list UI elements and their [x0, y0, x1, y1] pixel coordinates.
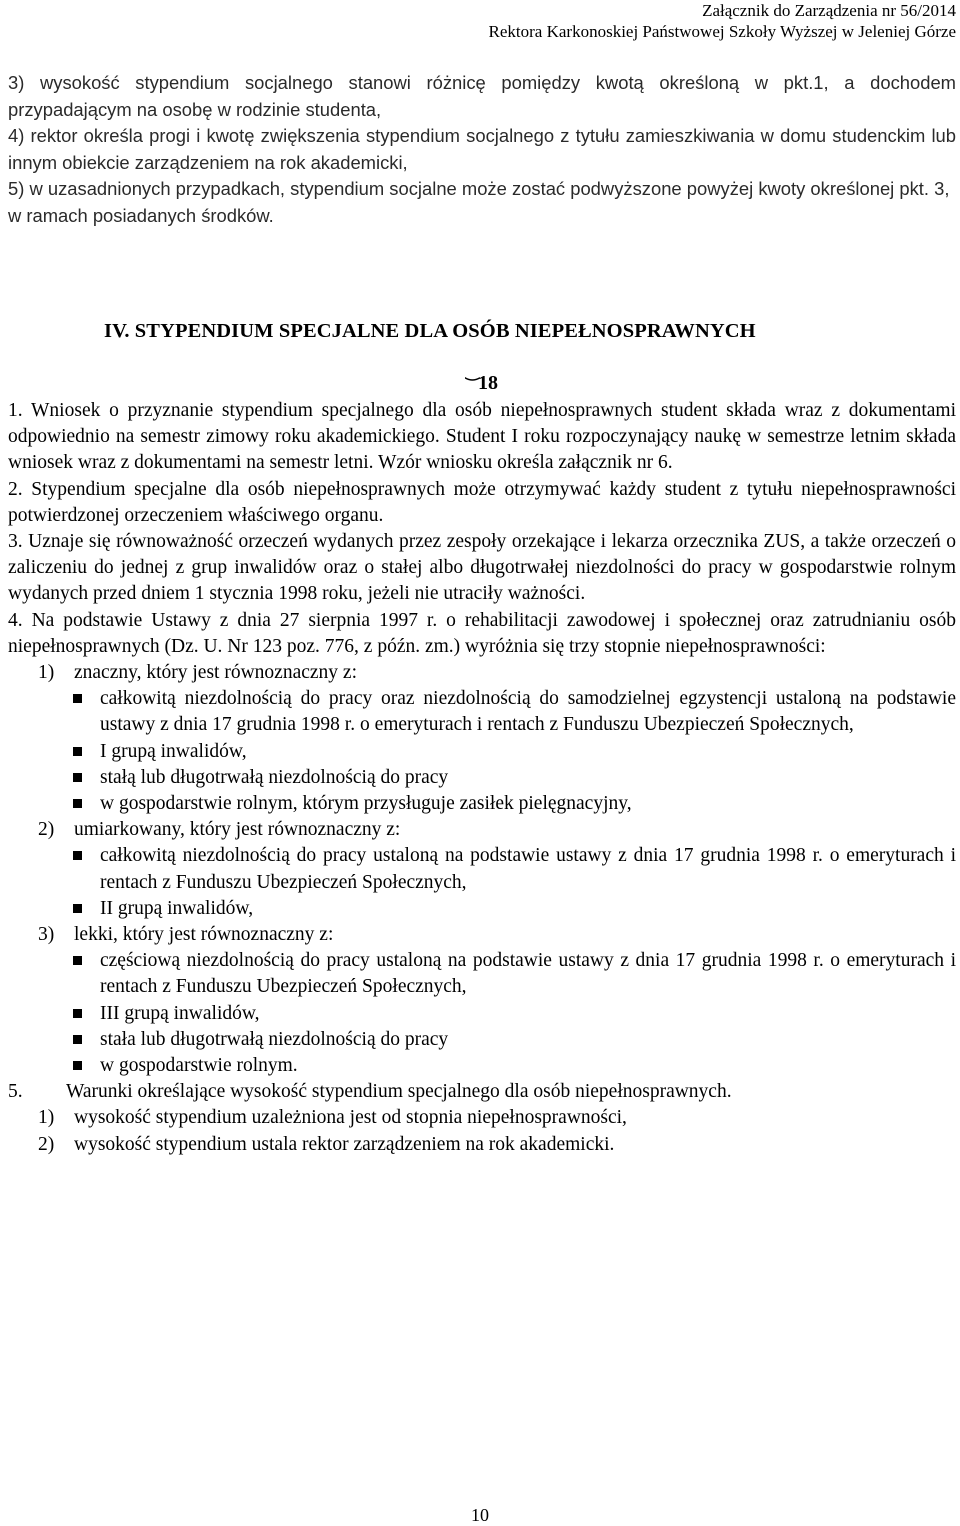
- degree-1-label: znaczny, który jest równoznaczny z:: [74, 662, 357, 684]
- square-bullet-icon: [73, 904, 82, 913]
- intro-point-3: 3) wysokość stypendium socjalnego stanowi różnicę pomiędzy kwotą określoną w pkt.1, a dochodem przypadającym na osobę w rodzinie studenta,: [8, 72, 956, 120]
- degree-3-bullet-2: III grupą inwalidów,: [8, 1001, 956, 1027]
- degree-3-bullet-3: stała lub długotrwałą niezdolnością do pracy: [8, 1027, 956, 1053]
- square-bullet-icon: [73, 851, 82, 860]
- degree-3-bullet-4: w gospodarstwie rolnym.: [8, 1053, 956, 1079]
- degree-2-marker: 2): [38, 819, 55, 841]
- degree-1-bullet-1: całkowitą niezdolnością do pracy oraz niezdolnością do samodzielnej egzystencji ustaloną na podstawie ustawy z dnia 17 grudnia 1998 r. o emeryturach i rentach z Funduszu Ubezpieczeń Społecznych,: [8, 686, 956, 738]
- paragraph-number: ‿ 18: [466, 364, 498, 394]
- square-bullet-icon: [73, 1009, 82, 1018]
- condition-2: [8, 1132, 956, 1158]
- square-bullet-icon: [73, 694, 82, 703]
- page-number: 10: [471, 1505, 489, 1525]
- degree-2: [8, 817, 956, 843]
- degree-1-bullet-2: I grupą inwalidów,: [8, 739, 956, 765]
- degree-3-bullet-1: częściową niezdolnością do pracy ustaloną na podstawie ustawy z dnia 17 grudnia 1998 r. o emeryturach i rentach z Funduszu Ubezpieczeń Społecznych,: [8, 948, 956, 1000]
- degree-2-bullet-1: całkowitą niezdolnością do pracy ustaloną na podstawie ustawy z dnia 17 grudnia 1998 r. o emeryturach i rentach z Funduszu Ubezpieczeń Społecznych,: [8, 843, 956, 895]
- condition-2-marker: 2): [38, 1133, 55, 1155]
- body-point-4: 4. Na podstawie Ustawy z dnia 27 sierpnia 1997 r. o rehabilitacji zawodowej i społecznej oraz zatrudnianiu osób niepełnosprawnych (Dz. U. Nr 123 poz. 776, z późn. zm.) wyróżnia się trzy stopnie niepełnosprawności:: [8, 609, 956, 657]
- body-point-1: 1. Wniosek o przyznanie stypendium specjalnego dla osób niepełnosprawnych student składa wraz z dokumentami odpowiednio na semestr zimowy roku akademickiego. Student I roku rozpoczynający naukę w semestrze letnim składa wniosek wraz z dokumentami na semestr letni. Wzór wniosku określa załącznik nr 6.: [8, 400, 956, 474]
- degree-1-bullet-4: w gospodarstwie rolnym, którym przysługuje zasiłek pielęgnacyjny,: [8, 791, 956, 817]
- body-point-5-label: Warunki określające wysokość stypendium specjalnego dla osób niepełnosprawnych.: [66, 1081, 732, 1103]
- degree-1-marker: 1): [38, 662, 55, 684]
- header-line-2: Rektora Karkonoskiej Państwowej Szkoły Wyższej w Jeleniej Górze: [488, 22, 956, 41]
- square-bullet-icon: [73, 956, 82, 965]
- condition-1-text: wysokość stypendium uzależniona jest od stopnia niepełnosprawności,: [74, 1107, 627, 1129]
- body-point-2: 2. Stypendium specjalne dla osób niepełnosprawnych może otrzymywać każdy student z tytułu niepełnosprawności potwierdzonej orzeczeniem właściwego organu.: [8, 478, 956, 526]
- degree-2-bullet-2: II grupą inwalidów,: [8, 896, 956, 922]
- square-bullet-icon: [73, 1035, 82, 1044]
- degree-2-label: umiarkowany, który jest równoznaczny z:: [74, 819, 401, 841]
- section-title: IV. STYPENDIUM SPECJALNE DLA OSÓB NIEPEŁNOSPRAWNYCH: [104, 320, 756, 342]
- degree-3: [8, 922, 956, 948]
- body-section: [8, 398, 956, 1158]
- degree-3-label: lekki, który jest równoznaczny z:: [74, 924, 334, 946]
- square-bullet-icon: [73, 799, 82, 808]
- intro-point-5: 5) w uzasadnionych przypadkach, stypendium socjalne może zostać podwyższone powyżej kwoty określonej pkt. 3, w ramach posiadanych środków.: [8, 178, 950, 226]
- condition-1: [8, 1105, 956, 1131]
- degree-1: [8, 660, 956, 686]
- square-bullet-icon: [73, 747, 82, 756]
- degree-3-marker: 3): [38, 924, 55, 946]
- degree-1-bullet-3: stałą lub długotrwałą niezdolnością do pracy: [8, 765, 956, 791]
- intro-point-4: 4) rektor określa progi i kwotę zwiększenia stypendium socjalnego z tytułu zamieszkiwania w domu studenckim lub innym obiekcie zarządzeniem na rok akademicki,: [8, 125, 956, 173]
- square-bullet-icon: [73, 773, 82, 782]
- body-point-5: [8, 1079, 956, 1105]
- body-point-5-marker: 5.: [8, 1081, 23, 1103]
- header-line-1: Załącznik do Zarządzenia nr 56/2014: [702, 1, 956, 20]
- square-bullet-icon: [73, 1061, 82, 1070]
- condition-2-text: wysokość stypendium ustala rektor zarządzeniem na rok akademicki.: [74, 1133, 615, 1155]
- paragraph-symbol-icon: ‿: [466, 364, 479, 381]
- document-header: [489, 0, 956, 42]
- body-point-3: 3. Uznaje się równoważność orzeczeń wydanych przez zespoły orzekające i lekarza orzecznika ZUS, a także orzeczeń o zaliczeniu do jednej z grup inwalidów oraz o stałej albo długotrwałej niezdolności do pracy w gospodarstwie rolnym wydanych przed dniem 1 stycznia 1998 roku, jeżeli nie utraciły ważności.: [8, 531, 956, 605]
- condition-1-marker: 1): [38, 1107, 55, 1129]
- intro-section: [8, 70, 956, 230]
